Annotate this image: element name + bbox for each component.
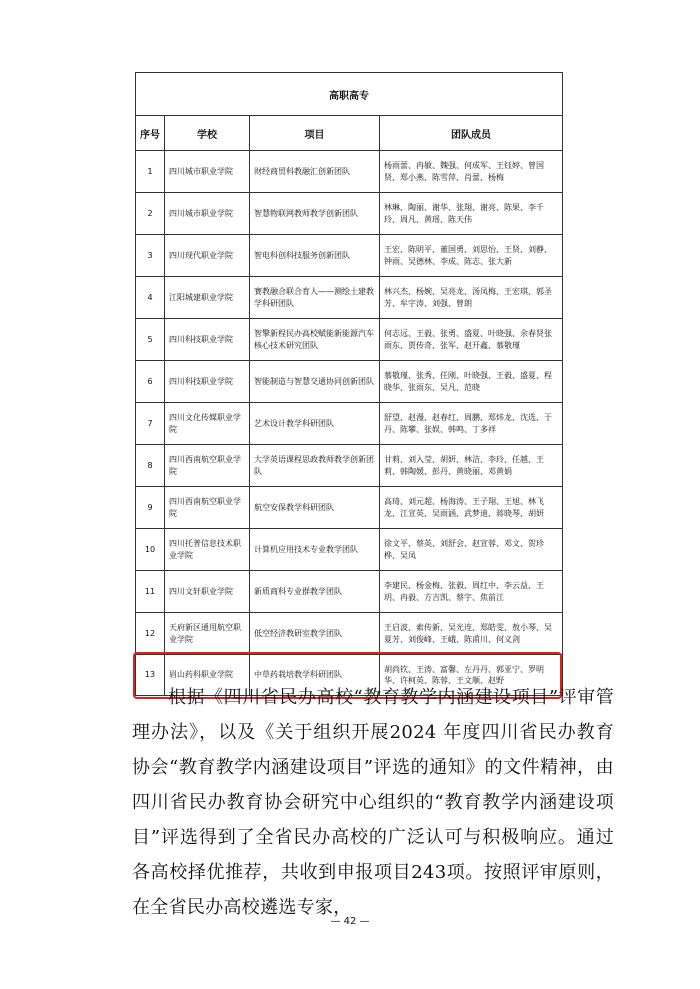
page-number: — 42 — [330,916,370,927]
cell-members: 杨雨蕾、冉敏、魏强、何成军、王钰婷、曾国贤、郑小燕、陈雪萍、肖蕾、杨梅 [380,151,563,193]
body-paragraph: 根据《四川省民办高校“教育教学内涵建设项目”评审管理办法》，以及《关于组织开展2024 年度四川省民办教育协会“教育教学内涵建设项目”评选的通知》的文件精神，由四川省民办教育协会研究中心组织的“教育教学内涵建设项目”评选得到了全省民办高校的广泛认可与积极响应。通过各高校择优推荐，共收到申报项目243项。按照评审原则，在全省民办高校遴选专家， [132,687,614,918]
column-header-number: 序号 [136,116,165,151]
cell-project: 新质商科专业群教学团队 [250,571,380,613]
cell-members: 胡尚钦、王涛、富馨、左丹丹、郭亚宁、罗明华、许柯英、陈蓉、王文顺、赵野 [380,655,563,696]
cell-members: 舒望、赵漫、赵春红、周鹏、郑炜龙、沈选、于丹、陈攀、张娱、韩鸣、丁多祥 [380,403,563,445]
table-header-row [136,116,563,151]
cell-project: 航空安保教学科研团队 [250,487,380,529]
cell-school: 四川文化传媒职业学院 [165,403,250,445]
cell-members: 王启波、索传新、吴光连、郑皓雯、敖小琴、吴夏芳、刘俊峰、王峨、陈甫川、何义剑 [380,613,563,655]
cell-school: 四川城市职业学院 [165,151,250,193]
column-header-project: 项目 [250,116,380,151]
cell-school: 眉山药科职业学院 [165,655,250,696]
cell-members: 李建民、杨金梅、张毅、周红中、李云益、王玥、冉毅、方吉凯、蔡宇、焦前江 [380,571,563,613]
cell-number: 4 [136,277,165,319]
cell-members: 何志远、王毅、张勇、盛夏、叶晓强、余春贤张雨东、贾传奇、张军、赵开鑫、慕敬瑾 [380,319,563,361]
cell-school: 四川西南航空职业学院 [165,445,250,487]
cell-members: 林兴杰、杨婉、吴亮龙、汤凤梅、王宏琪、郭圣芳、牟宇涛、刘强、曾朗 [380,277,563,319]
table-row [136,277,563,319]
cell-school: 四川托普信息技术职业学院 [165,529,250,571]
cell-number: 2 [136,193,165,235]
cell-project: 中草药栽培教学科研团队 [250,655,380,696]
cell-school: 四川现代职业学院 [165,235,250,277]
cell-project: 智擎新程民办高校赋能新能源汽车核心技术研究团队 [250,319,380,361]
cell-school: 四川科技职业学院 [165,361,250,403]
cell-project: 大学英语课程思政教师教学创新团队 [250,445,380,487]
cell-school: 天府新区通用航空职业学院 [165,613,250,655]
table-row [136,319,563,361]
cell-members: 甘莉、刘入莹、胡妍、林洁、李玲、任越、王莉、韩陶媛、彭丹、黄晓丽、邓黄娟 [380,445,563,487]
cell-project: 智能制造与智慧交通协同创新团队 [250,361,380,403]
table-row [136,487,563,529]
table-row [136,235,563,277]
cell-project: 智慧物联网教师教学创新团队 [250,193,380,235]
body-text [132,680,614,925]
cell-members: 王宏、陈明平、董国勇、刘思怡、王贤、刘静、钟雨、吴德林、李成、陈志、张大新 [380,235,563,277]
cell-members: 高琦、刘元超、杨海涛、王子翔、王旭、林飞龙、江宣英、吴雨涵、武梦迪、蒋晓琴、胡妍 [380,487,563,529]
cell-members: 林琳、陶丽、谢华、张翔、谢亮、陈果、李千玲、周凡、黄瑶、陈天伟 [380,193,563,235]
cell-number: 12 [136,613,165,655]
cell-school: 四川科技职业学院 [165,319,250,361]
table-row [136,445,563,487]
cell-number: 8 [136,445,165,487]
cell-number: 1 [136,151,165,193]
project-table-container [135,72,562,696]
cell-number: 10 [136,529,165,571]
column-header-school: 学校 [165,116,250,151]
cell-school: 江阳城建职业学院 [165,277,250,319]
table-row [136,529,563,571]
cell-members: 徐文平、蔡英、刘舒会、赵宣蓉、邓文、贺珍桦、吴凤 [380,529,563,571]
cell-number: 9 [136,487,165,529]
cell-number: 11 [136,571,165,613]
cell-school: 四川西南航空职业学院 [165,487,250,529]
cell-school: 四川文轩职业学院 [165,571,250,613]
cell-project: 艺术设计教学科研团队 [250,403,380,445]
table-row [136,193,563,235]
cell-members: 慕敬瑾、张秀、任刚、叶晓强、王毅、盛夏、程晓华、张雨东、吴凡、范晓 [380,361,563,403]
table-row [136,571,563,613]
cell-number: 7 [136,403,165,445]
cell-project: 财经商贸科教融汇创新团队 [250,151,380,193]
cell-number: 13 [136,655,165,696]
table-section-title: 高职高专 [136,73,563,116]
cell-project: 低空经济教研室教学团队 [250,613,380,655]
cell-project: 计算机应用技术专业教学团队 [250,529,380,571]
table-row [136,403,563,445]
table-row [136,613,563,655]
column-header-members: 团队成员 [380,116,563,151]
table-row [136,151,563,193]
table-row [136,361,563,403]
cell-number: 3 [136,235,165,277]
cell-project: 赛教融合联合育人——测绘土建教学科研团队 [250,277,380,319]
cell-number: 6 [136,361,165,403]
cell-number: 5 [136,319,165,361]
cell-project: 智电科创科技服务创新团队 [250,235,380,277]
project-table [135,72,563,696]
cell-school: 四川城市职业学院 [165,193,250,235]
